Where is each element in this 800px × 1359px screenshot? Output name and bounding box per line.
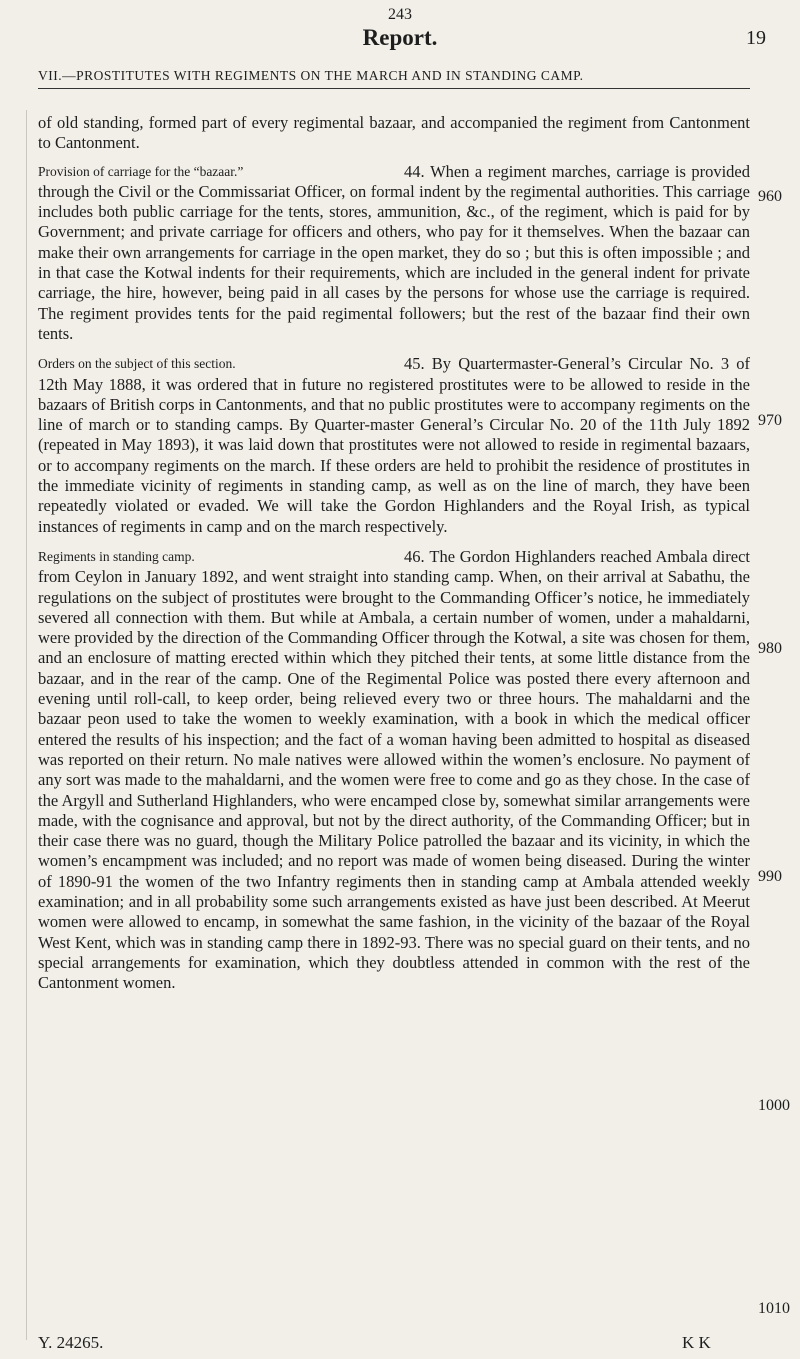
paragraph-45 bbox=[38, 354, 750, 537]
line-number: 990 bbox=[758, 868, 782, 885]
line-number: 960 bbox=[758, 188, 782, 205]
margin-note: Provision of carriage for the “bazaar.” bbox=[38, 163, 244, 179]
paragraph-number: 44. bbox=[404, 161, 425, 181]
paragraph-text: The Gordon Highlanders reached Ambala direct from Ceylon in January 1892, and went straight into standing camp. When, on their arrival at Sabathu, the regulations on the subject of prostitutes were brought to the Commanding Officer’s notice, he immediately severed all connection with them. But while at Ambala, a certain number of women, under a mahaldarni, were provided by the direction of the Commanding Officer through the Kotwal, a site was chosen for them, and an enclosure of matting erected within which they pitched their tents, at some little distance from the bazaar, and in the rear of the camp. One of the Regimental Police was posted there every afternoon and evening until roll-call, to keep order, being relieved every two or three hours. The mahaldarni and the bazaar peon used to take the women to weekly examination, with a book in which the medical officer entered the results of his inspection; and the fact of a woman having been admitted to hospital as diseased was reported on their return. No male natives were allowed within the women’s enclosure. No payment of any sort was made to the mahaldarni, and the women were free to come and go as they chose. In the case of the Argyll and Sutherland Highlanders, who were encamped close by, somewhat similar arrangements were made, with the cognisance and approval, but not by the direct authority, of the Commanding Officer; but in their case there was no guard, though the Military Police patrolled the bazaar and its vicinity, in which the women’s encampment was included; and no report was made of women being diseased. During the winter of 1890-91 the women of the two Infantry regiments then in standing camp at Ambala attended weekly examination; and in all probability some such arrangements existed as have just been described. At Meerut women were allowed to encamp, in somewhat the same fashion, in the vicinity of the bazaar of the Royal West Kent, which was in standing camp there in 1892-93. There was no special guard on their tents, and no special arrangements for examination, which they doubtless attended in common with the rest of the Cantonment women. bbox=[38, 546, 750, 993]
line-number: 1010 bbox=[758, 1300, 790, 1317]
signature-mark: Y. 24265. bbox=[38, 1333, 104, 1352]
paragraph-text: By Quartermaster-General’s Circular No. 3 of 12th May 1888, it was ordered that in future no registered prostitutes were to be allowed to reside in the bazaars of British corps in Cantonments, and that no public prostitutes were to accompany regiments on the line of march or to standing camps. By Quarter-master General’s Circular No. 20 of the 11th July 1892 (repeated in May 1893), it was laid down that prostitutes were not allowed to reside in regimental bazaars, or to accompany regiments on the march. If these orders are held to prohibit the residence of prostitutes in the immediate vicinity of regiments in standing camp, as well as on the line of march, they have been repeatedly violated or evaded. We will take the Gordon Highlanders and the Royal Irish, as typical instances of regiments in camp and on the march respectively. bbox=[38, 354, 750, 536]
page-edge-shadow bbox=[26, 110, 27, 1340]
paragraph-44 bbox=[38, 162, 750, 345]
page-number: 19 bbox=[746, 27, 766, 49]
paragraph-46 bbox=[38, 547, 750, 994]
margin-note: Orders on the subject of this section. bbox=[38, 356, 236, 372]
line-number: 980 bbox=[758, 640, 782, 657]
line-number: 970 bbox=[758, 412, 782, 429]
gathering-mark: K K bbox=[682, 1333, 711, 1352]
body-text bbox=[38, 113, 750, 1003]
report-title: Report. bbox=[362, 25, 438, 50]
opening-paragraph: of old standing, formed part of every regimental bazaar, and accompanied the regiment from Cantonment to Cantonment. bbox=[38, 113, 750, 153]
heading-rule bbox=[38, 88, 750, 89]
margin-note: Regiments in standing camp. bbox=[38, 548, 195, 564]
line-number: 1000 bbox=[758, 1097, 790, 1114]
top-page-number: 243 bbox=[388, 6, 412, 23]
paragraph-number: 46. bbox=[404, 546, 425, 566]
paragraph-number: 45. bbox=[404, 354, 425, 374]
section-heading: VII.—PROSTITUTES WITH REGIMENTS ON THE MARCH AND IN STANDING CAMP. bbox=[38, 68, 584, 83]
paragraph-text: When a regiment marches, carriage is provided through the Civil or the Commissariat Officer, on formal indent by the regimental authorities. This carriage includes both public carriage for the tents, stores, ammunition, &c., of the regiment, which is paid for by Government; and private carriage for officers and others, who pay for it themselves. When the bazaar can make their own arrangements for carriage in the open market, they do so ; but this is often impossible ; and in that case the Kotwal indents for their requirements, which are included in the general indent for private carriage, the hire, however, being paid in all cases by the persons for whose use the carriage is required. The regiment provides tents for the paid regimental followers; but the rest of the bazaar find their own tents. bbox=[38, 161, 750, 343]
